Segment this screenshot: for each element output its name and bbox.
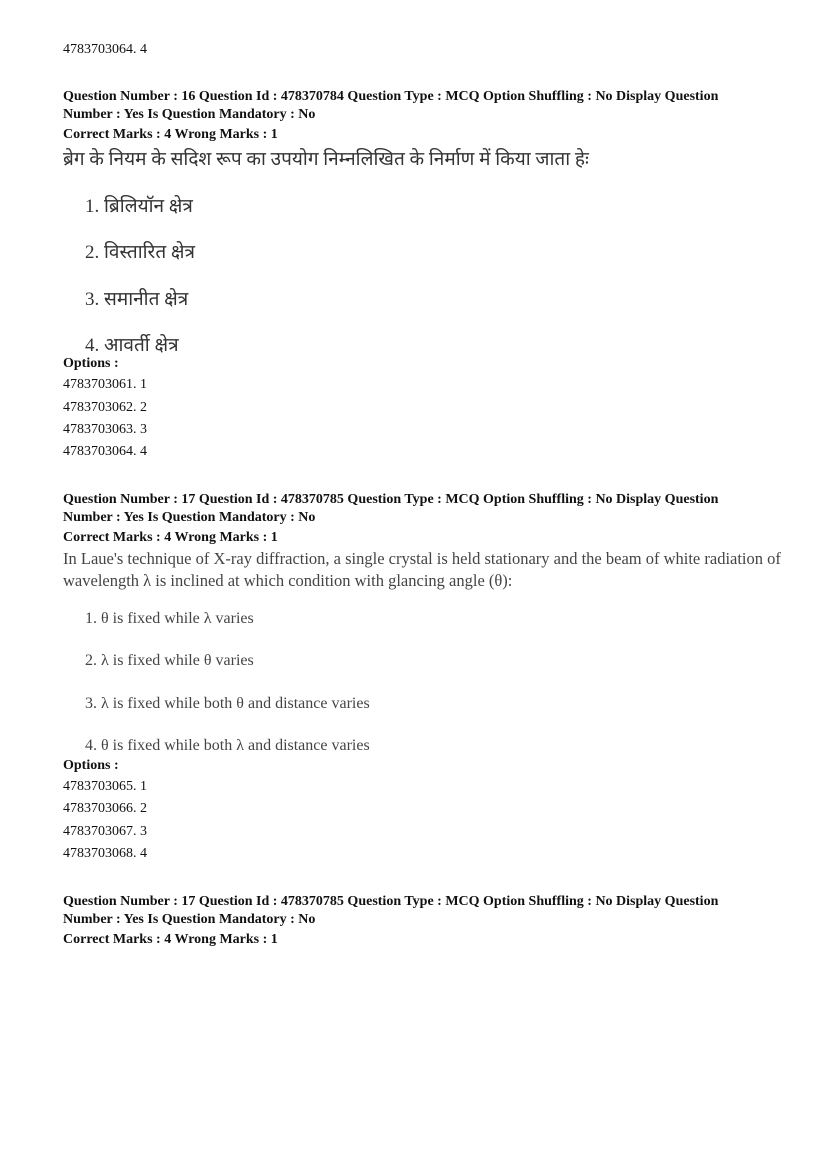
q17-option-id-2: 4783703066. 2 [63, 801, 147, 816]
q17b-meta-line1: Question Number : 17 Question Id : 478370785 Question Type : MCQ Option Shuffling : No Display Question [63, 894, 719, 909]
q17-options-label: Options : [63, 758, 119, 773]
q17-meta-line1: Question Number : 17 Question Id : 478370785 Question Type : MCQ Option Shuffling : No Display Question [63, 492, 719, 507]
q16-choice-4: 4. आवर्ती क्षेत्र [85, 335, 179, 356]
q16-meta-line2: Number : Yes Is Question Mandatory : No [63, 107, 316, 122]
q16-meta-line1: Question Number : 16 Question Id : 478370784 Question Type : MCQ Option Shuffling : No Display Question [63, 89, 719, 104]
q17-option-id-4: 4783703068. 4 [63, 846, 147, 861]
q17-marks: Correct Marks : 4 Wrong Marks : 1 [63, 530, 278, 545]
q17-choice-2: 2. λ is fixed while θ varies [85, 652, 254, 669]
q17b-meta-line2: Number : Yes Is Question Mandatory : No [63, 912, 316, 927]
q17-option-id-3: 4783703067. 3 [63, 824, 147, 839]
q17-meta-line2: Number : Yes Is Question Mandatory : No [63, 510, 316, 525]
q16-marks: Correct Marks : 4 Wrong Marks : 1 [63, 127, 278, 142]
q16-option-id-3: 4783703063. 3 [63, 422, 147, 437]
q17-choice-1: 1. θ is fixed while λ varies [85, 610, 254, 627]
q16-option-id-2: 4783703062. 2 [63, 400, 147, 415]
q17-choice-3: 3. λ is fixed while both θ and distance varies [85, 695, 370, 712]
q16-choice-2: 2. विस्तारित क्षेत्र [85, 242, 196, 263]
q16-options-label: Options : [63, 356, 119, 371]
q16-option-id-1: 4783703061. 1 [63, 377, 147, 392]
q16-choice-3: 3. समानीत क्षेत्र [85, 289, 189, 310]
header-option-id: 4783703064. 4 [63, 42, 147, 57]
q17-choice-4: 4. θ is fixed while both λ and distance varies [85, 737, 370, 754]
q17b-marks: Correct Marks : 4 Wrong Marks : 1 [63, 932, 278, 947]
q16-option-id-4: 4783703064. 4 [63, 444, 147, 459]
q17-question-text: In Laue's technique of X-ray diffraction, a single crystal is held stationary and the beam of white radiation of wavelength λ is inclined at which condition with glancing angle (θ): [63, 549, 781, 590]
q16-question-text: ब्रेग के नियम के सदिश रूप का उपयोग निम्नलिखित के निर्माण में किया जाता हेः [63, 149, 589, 170]
q17-option-id-1: 4783703065. 1 [63, 779, 147, 794]
q16-choice-1: 1. ब्रिलियॉन क्षेत्र [85, 196, 193, 217]
